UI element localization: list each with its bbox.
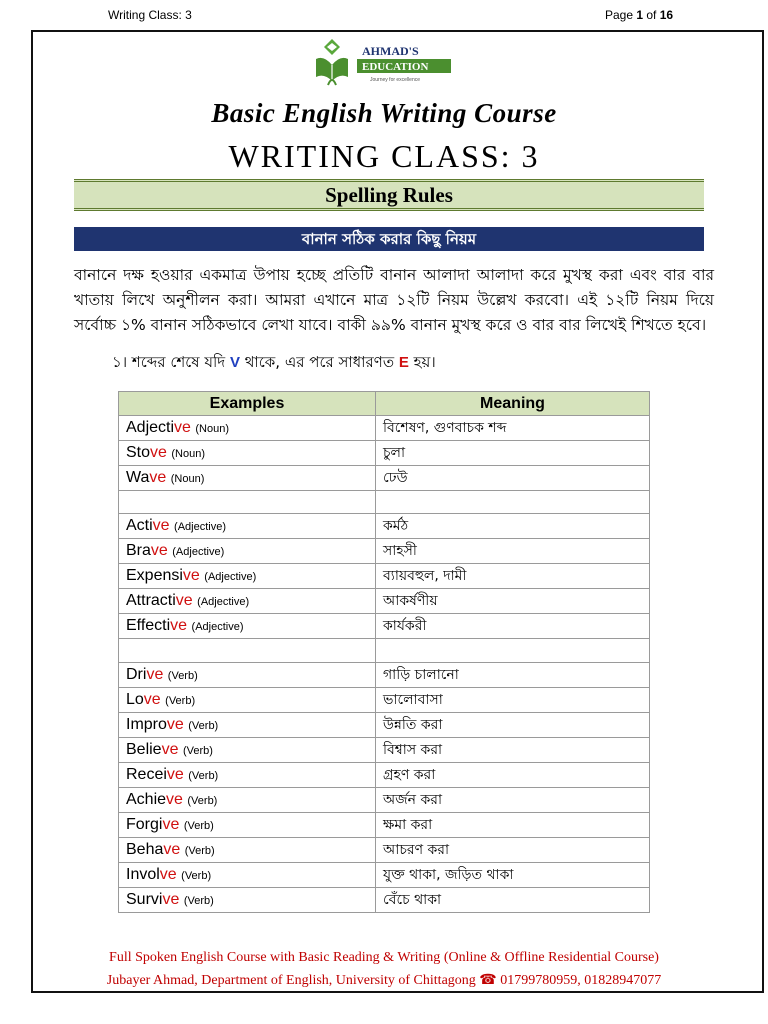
class-title: WRITING CLASS: 3 xyxy=(228,138,540,174)
word-ending: ve xyxy=(170,617,188,635)
example-meaning: বেঁচে থাকা xyxy=(376,887,650,912)
word-ending: ve xyxy=(175,592,193,610)
example-word xyxy=(119,564,376,589)
word-ending: ve xyxy=(146,665,164,683)
rule-1 xyxy=(112,351,436,376)
word-ending: ve xyxy=(161,740,179,758)
running-header-title: Writing Class: 3 xyxy=(108,8,192,22)
example-meaning: গ্রহণ করা xyxy=(376,762,650,787)
table-row xyxy=(119,687,650,712)
part-of-speech: (Verb) xyxy=(167,669,198,682)
part-of-speech: (Verb) xyxy=(188,719,219,732)
word-stem: Belie xyxy=(126,740,162,758)
word-stem: Attracti xyxy=(126,592,176,610)
table-row xyxy=(119,639,650,662)
word-ending: ve xyxy=(150,542,168,560)
example-word xyxy=(119,762,376,787)
table-row xyxy=(119,837,650,862)
intro-paragraph: বানানে দক্ষ হওয়ার একমাত্র উপায় হচ্ছে প্রতিটি বানান আলাদা আলাদা করে মুখস্থ করা এবং বার বার খাতায় লিখে অনুশীলন করা। আমরা এখানে মাত্র ১২টি নিয়ম উল্লেখ করবো। এই ১২টি নিয়ম দিয়ে সর্বোচ্চ ১% বানান সঠিকভাবে লেখা যাবে। বাকী ৯৯% বানান মুখস্থ করে ও বার বার লিখেই শিখতে হবে। xyxy=(74,266,714,334)
word-stem: Lo xyxy=(126,690,144,708)
example-meaning: বিশ্বাস করা xyxy=(376,737,650,762)
page-total: 16 xyxy=(659,8,674,22)
word-stem: Bra xyxy=(126,542,151,560)
table-row xyxy=(119,787,650,812)
example-word xyxy=(119,862,376,887)
table-row xyxy=(119,441,650,466)
part-of-speech: (Verb) xyxy=(183,894,214,907)
example-word xyxy=(119,539,376,564)
example-word xyxy=(119,787,376,812)
example-meaning: ব্যায়বহুল, দামী xyxy=(376,564,650,589)
footer-course-line xyxy=(0,950,768,966)
section-title: Spelling Rules xyxy=(325,183,453,207)
word-stem: Acti xyxy=(126,517,153,535)
course-title: Basic English Writing Course xyxy=(211,98,557,128)
example-meaning: সাহসী xyxy=(376,539,650,564)
page-current: 1 xyxy=(636,8,644,22)
word-ending: ve xyxy=(150,444,167,461)
part-of-speech: (Verb) xyxy=(188,769,219,782)
example-word xyxy=(119,687,376,712)
word-ending: ve xyxy=(163,840,181,858)
example-meaning: গাড়ি চালানো xyxy=(376,662,650,687)
logo-line1: AHMAD'S xyxy=(362,44,419,58)
word-ending: ve xyxy=(174,419,191,436)
header-examples: Examples xyxy=(119,392,376,416)
example-word xyxy=(119,812,376,837)
example-word xyxy=(119,837,376,862)
part-of-speech: (Verb) xyxy=(181,869,212,882)
part-of-speech: (Adjective) xyxy=(172,546,225,559)
example-meaning: ঢেউ xyxy=(376,466,650,491)
word-stem: Adjecti xyxy=(126,419,175,436)
part-of-speech: (Adjective) xyxy=(191,621,244,634)
example-meaning: ক্ষমা করা xyxy=(376,812,650,837)
word-ending: ve xyxy=(152,517,170,535)
rule-1-letter-e: E xyxy=(398,354,409,371)
word-ending: ve xyxy=(162,890,180,908)
word-ending: ve xyxy=(166,715,184,733)
footer-author-name: Jubayer Ahmad xyxy=(106,973,195,988)
example-meaning: আচরণ করা xyxy=(376,837,650,862)
word-stem: Survi xyxy=(126,890,163,908)
example-word xyxy=(119,441,376,466)
word-ending: ve xyxy=(166,765,184,783)
examples-table xyxy=(118,391,650,913)
example-meaning: কার্যকরী xyxy=(376,614,650,639)
part-of-speech: (Noun) xyxy=(171,448,205,460)
logo-emblem-icon xyxy=(316,39,348,85)
word-ending: ve xyxy=(149,469,167,486)
example-word xyxy=(119,662,376,687)
page-of: of xyxy=(643,8,660,22)
rule-1-letter-v: V xyxy=(229,354,240,371)
word-stem: Effecti xyxy=(126,617,171,635)
example-word xyxy=(119,737,376,762)
rule-1-middle: থাকে, এর পরে সাধারণত xyxy=(239,353,399,371)
table-row xyxy=(119,762,650,787)
example-word xyxy=(119,491,376,514)
part-of-speech: (Verb) xyxy=(183,819,214,832)
example-meaning: কর্মঠ xyxy=(376,514,650,539)
rule-1-suffix: হয়। xyxy=(408,353,436,371)
word-stem: Recei xyxy=(126,765,167,783)
example-word xyxy=(119,514,376,539)
table-row xyxy=(119,712,650,737)
word-stem: Impro xyxy=(126,715,167,733)
table-row xyxy=(119,539,650,564)
word-stem: Expensi xyxy=(126,567,183,585)
part-of-speech: (Verb) xyxy=(187,794,218,807)
bengali-heading: বানান সঠিক করার কিছু নিয়ম xyxy=(301,230,477,248)
part-of-speech: (Adjective) xyxy=(174,521,226,534)
section-title-bar xyxy=(74,179,704,211)
logo-tagline: Journey for excellence xyxy=(370,77,421,83)
example-word xyxy=(119,639,376,662)
word-stem: Achie xyxy=(126,790,167,808)
rule-1-prefix: ১। শব্দের শেষে যদি xyxy=(112,353,230,371)
table-row xyxy=(119,887,650,912)
table-row xyxy=(119,466,650,491)
header-meaning: Meaning xyxy=(376,392,650,416)
example-meaning xyxy=(376,491,650,514)
table-row xyxy=(119,514,650,539)
word-ending: ve xyxy=(162,815,180,833)
part-of-speech: (Adjective) xyxy=(204,571,257,584)
part-of-speech: (Noun) xyxy=(170,473,205,485)
page-prefix: Page xyxy=(605,8,637,22)
part-of-speech: (Adjective) xyxy=(197,596,250,609)
part-of-speech: (Noun) xyxy=(195,423,230,435)
table-row xyxy=(119,662,650,687)
table-row xyxy=(119,589,650,614)
footer-contact-line xyxy=(0,972,768,989)
word-ending: ve xyxy=(143,690,161,708)
part-of-speech: (Verb) xyxy=(182,744,213,757)
example-word xyxy=(119,466,376,491)
example-word xyxy=(119,589,376,614)
example-meaning: আকর্ষণীয় xyxy=(376,589,650,614)
table-row xyxy=(119,812,650,837)
ahmads-education-logo xyxy=(310,35,460,90)
bengali-heading-bar xyxy=(74,227,704,251)
word-ending: ve xyxy=(166,790,183,808)
logo-line2: EDUCATION xyxy=(362,61,429,73)
footer-contact-details: , Department of English, University of Chittagong ☎ 01799780959, 01828947077 xyxy=(194,973,662,988)
word-stem: Dri xyxy=(126,665,147,683)
example-word xyxy=(119,416,376,441)
word-stem: Invol xyxy=(126,865,160,883)
table-row xyxy=(119,862,650,887)
example-meaning: অর্জন করা xyxy=(376,787,650,812)
footer-course-note: (Online & Offline Residential Course) xyxy=(440,950,659,965)
example-word xyxy=(119,614,376,639)
example-meaning: চুলা xyxy=(376,441,650,466)
table-row xyxy=(119,737,650,762)
word-ending: ve xyxy=(159,865,177,883)
word-stem: Forgi xyxy=(126,815,163,833)
example-meaning: ভালোবাসা xyxy=(376,687,650,712)
table-header-row xyxy=(119,392,650,416)
table-row xyxy=(119,491,650,514)
example-meaning: বিশেষণ, গুণবাচক শব্দ xyxy=(376,416,650,441)
table-row xyxy=(119,614,650,639)
word-stem: Wa xyxy=(126,469,150,486)
example-meaning: উন্নতি করা xyxy=(376,712,650,737)
word-ending: ve xyxy=(182,567,200,585)
example-word xyxy=(119,712,376,737)
page-number xyxy=(605,8,673,22)
part-of-speech: (Verb) xyxy=(184,844,215,857)
part-of-speech: (Verb) xyxy=(165,694,196,707)
word-stem: Sto xyxy=(126,444,151,461)
example-meaning: যুক্ত থাকা, জড়িত থাকা xyxy=(376,862,650,887)
example-word xyxy=(119,887,376,912)
footer-course-name: Full Spoken English Course with Basic Reading & Writing xyxy=(109,950,441,965)
word-stem: Beha xyxy=(126,840,164,858)
example-meaning xyxy=(376,639,650,662)
table-row xyxy=(119,564,650,589)
table-row xyxy=(119,416,650,441)
